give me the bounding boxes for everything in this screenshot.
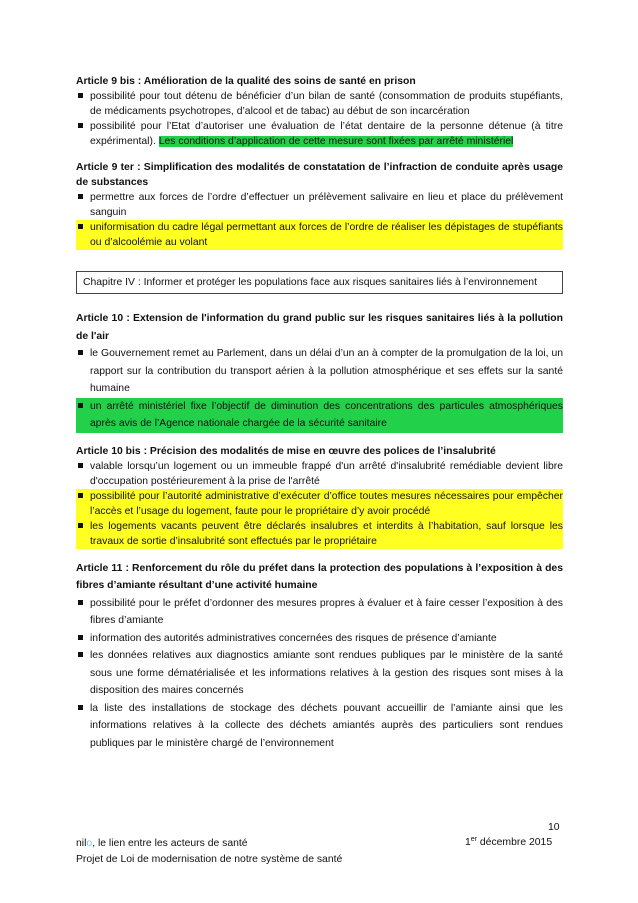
list-item: information des autorités administratives concernées des risques de présence d’amiante bbox=[76, 630, 563, 648]
chapter-heading-box: Chapitre IV : Informer et protéger les populations face aux risques sanitaires liés à l’environnement bbox=[76, 271, 563, 294]
bullet-list bbox=[76, 89, 563, 149]
square-bullet-icon bbox=[78, 493, 83, 498]
document-body bbox=[76, 74, 563, 763]
green-highlight: Les conditions d’application de cette mesure sont fixées par arrêté ministériel bbox=[158, 136, 514, 147]
square-bullet-icon bbox=[78, 194, 83, 199]
footer-brand-line: nilo, le lien entre les acteurs de santé bbox=[76, 838, 248, 849]
list-item: permettre aux forces de l’ordre d’effectuer un prélèvement salivaire en lieu et place du prélèvement sanguin bbox=[76, 190, 563, 220]
list-item: le Gouvernement remet au Parlement, dans un délai d’un an à compter de la promulgation de la loi, un rapport sur la contribution du transport aérien à la pollution atmosphérique et ses effets sur la santé humaine bbox=[76, 345, 563, 398]
square-bullet-icon bbox=[78, 123, 83, 128]
footer-date: 1er décembre 2015 bbox=[465, 836, 553, 848]
square-bullet-icon bbox=[78, 523, 83, 528]
square-bullet-icon bbox=[78, 600, 83, 605]
article-10-bis bbox=[76, 444, 563, 549]
bullet-list bbox=[76, 595, 563, 753]
article-9-bis bbox=[76, 74, 563, 149]
article-10 bbox=[76, 310, 563, 433]
article-title: Article 11 : Renforcement du rôle du préfet dans la protection des populations à l’exposition à des fibres d’amiante résultant d’une activité humaine bbox=[76, 562, 563, 591]
article-11 bbox=[76, 560, 563, 753]
list-item-highlighted: les logements vacants peuvent être déclarés insalubres et interdits à l’habitation, sauf lorsque les travaux de sortie d’insalubrité sont effectués par le propriétaire bbox=[76, 519, 563, 549]
article-title: Article 9 bis : Amélioration de la qualité des soins de santé en prison bbox=[76, 76, 416, 87]
list-item-highlighted: possibilité pour l’autorité administrative d’exécuter d’office toutes mesures nécessaires pour empêcher l’accès et l’usage du logement, faute pour le propriétaire d’y avoir procédé bbox=[76, 489, 563, 519]
square-bullet-icon bbox=[78, 635, 83, 640]
list-item: la liste des installations de stockage des déchets pouvant accueillir de l’amiante ainsi que les informations relatives à la collecte des déchets amiantés auprès des particuliers sont rendues publiques par le ministère chargé de l’environnement bbox=[76, 700, 563, 753]
list-item: possibilité pour l’Etat d’autoriser une évaluation de l’état dentaire de la personne détenue (à titre expérimental). Les conditions d’application de cette mesure sont fixées par arrêté ministériel bbox=[76, 119, 563, 149]
article-title: Article 9 ter : Simplification des modalités de constatation de l’infraction de conduite après usage de substances bbox=[76, 162, 563, 188]
article-9-ter bbox=[76, 160, 563, 250]
square-bullet-icon bbox=[78, 224, 83, 229]
page-number: 10 bbox=[548, 822, 560, 833]
list-item-highlighted: uniformisation du cadre légal permettant aux forces de l’ordre de réaliser les dépistages de stupéfiants ou d’alcoolémie au volant bbox=[76, 220, 563, 250]
brand-dot: o bbox=[86, 838, 93, 849]
list-item-highlighted: un arrêté ministériel fixe l’objectif de diminution des concentrations des particules atmosphériques après avis de l’Agence nationale chargée de la sécurité sanitaire bbox=[76, 398, 563, 433]
square-bullet-icon bbox=[78, 93, 83, 98]
list-item: possibilité pour le préfet d’ordonner des mesures propres à évaluer et à faire cesser l’exposition à des fibres d’amiante bbox=[76, 595, 563, 630]
article-title: Article 10 bis : Précision des modalités de mise en œuvre des polices de l’insalubrité bbox=[76, 445, 496, 457]
square-bullet-icon bbox=[78, 350, 83, 355]
bullet-list bbox=[76, 345, 563, 433]
square-bullet-icon bbox=[78, 652, 83, 657]
square-bullet-icon bbox=[78, 463, 83, 468]
list-item: valable lorsqu’un logement ou un immeuble frappé d'un arrêté d'insalubrité remédiable devient libre d'occupation postérieurement à la prise de l'arrêté bbox=[76, 459, 563, 489]
footer-project: Projet de Loi de modernisation de notre système de santé bbox=[76, 854, 343, 865]
bullet-list bbox=[76, 459, 563, 549]
bullet-list bbox=[76, 190, 563, 250]
list-item: les données relatives aux diagnostics amiante sont rendues publiques par le ministère de la santé sous une forme dématérialisée et les informations relatives à la gestion des risques sont mises à la disposition des maires concernés bbox=[76, 647, 563, 700]
list-item: possibilité pour tout détenu de bénéficier d’un bilan de santé (consommation de produits stupéfiants, de médicaments psychotropes, d’alcool et de tabac) au début de son incarcération bbox=[76, 89, 563, 119]
article-title: Article 10 : Extension de l'information du grand public sur les risques sanitaires liés à la pollution de l'air bbox=[76, 313, 563, 342]
footer-left bbox=[76, 836, 342, 868]
square-bullet-icon bbox=[78, 403, 83, 408]
square-bullet-icon bbox=[78, 705, 83, 710]
